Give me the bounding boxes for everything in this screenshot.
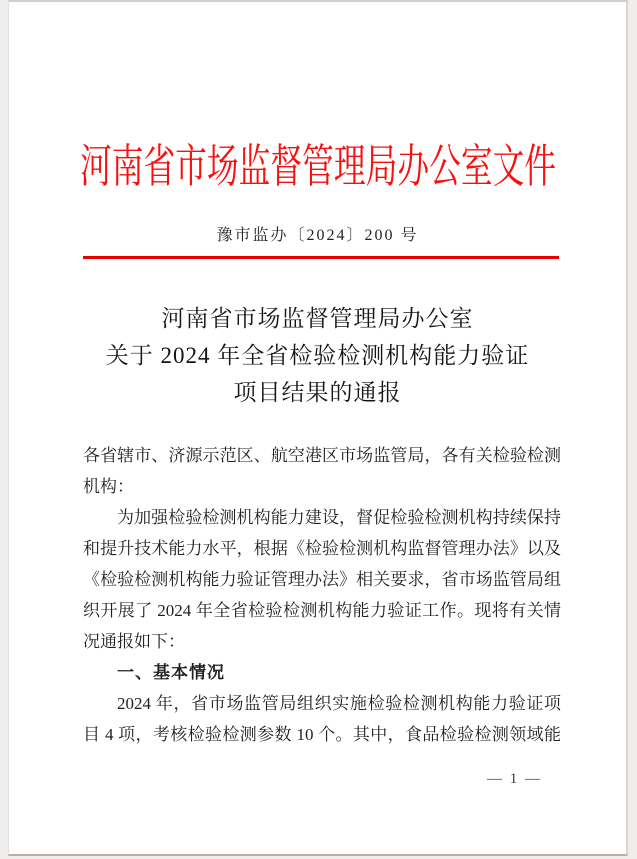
document-body-line: 2024 年，省市场监管局组织实施检验检测机构能力验证项 [117, 694, 561, 713]
document-body-line: 况通报如下： [83, 632, 185, 651]
document-body-line: 织开展了 2024 年全省检验检测机构能力验证工作。现将有关情 [83, 601, 561, 620]
document-number: 豫市监办〔2024〕200 号 [216, 227, 419, 244]
page-number: — 1 — [487, 771, 542, 787]
document-section-heading: 一、基本情况 [117, 663, 225, 682]
document-title-line: 项目结果的通报 [233, 380, 402, 405]
document-body-line: 《检验检测机构能力验证管理办法》相关要求，省市场监管局组 [83, 570, 561, 589]
document-body-line: 各省辖市、济源示范区、航空港区市场监管局，各有关检验检测 [83, 446, 561, 465]
red-separator-line [83, 256, 559, 259]
document-body-line: 机构： [83, 477, 134, 496]
document-body-line: 目 4 项，考核检验检测参数 10 个。其中，食品检验检测领域能 [83, 725, 561, 744]
document-title-line: 河南省市场监督管理局办公室 [161, 306, 474, 331]
document-title [9, 300, 626, 411]
document-page [8, 0, 628, 856]
document-body [83, 440, 561, 750]
document-title-line: 关于 2024 年全省检验检测机构能力验证 [105, 343, 530, 368]
document-body-line: 和提升技术能力水平，根据《检验检测机构监督管理办法》以及 [83, 539, 561, 558]
document-header-title-text: 河南省市场监督管理局办公室文件 [79, 141, 556, 192]
document-header-title [9, 128, 626, 198]
document-body-line: 为加强检验检测机构能力建设，督促检验检测机构持续保持 [117, 508, 561, 527]
